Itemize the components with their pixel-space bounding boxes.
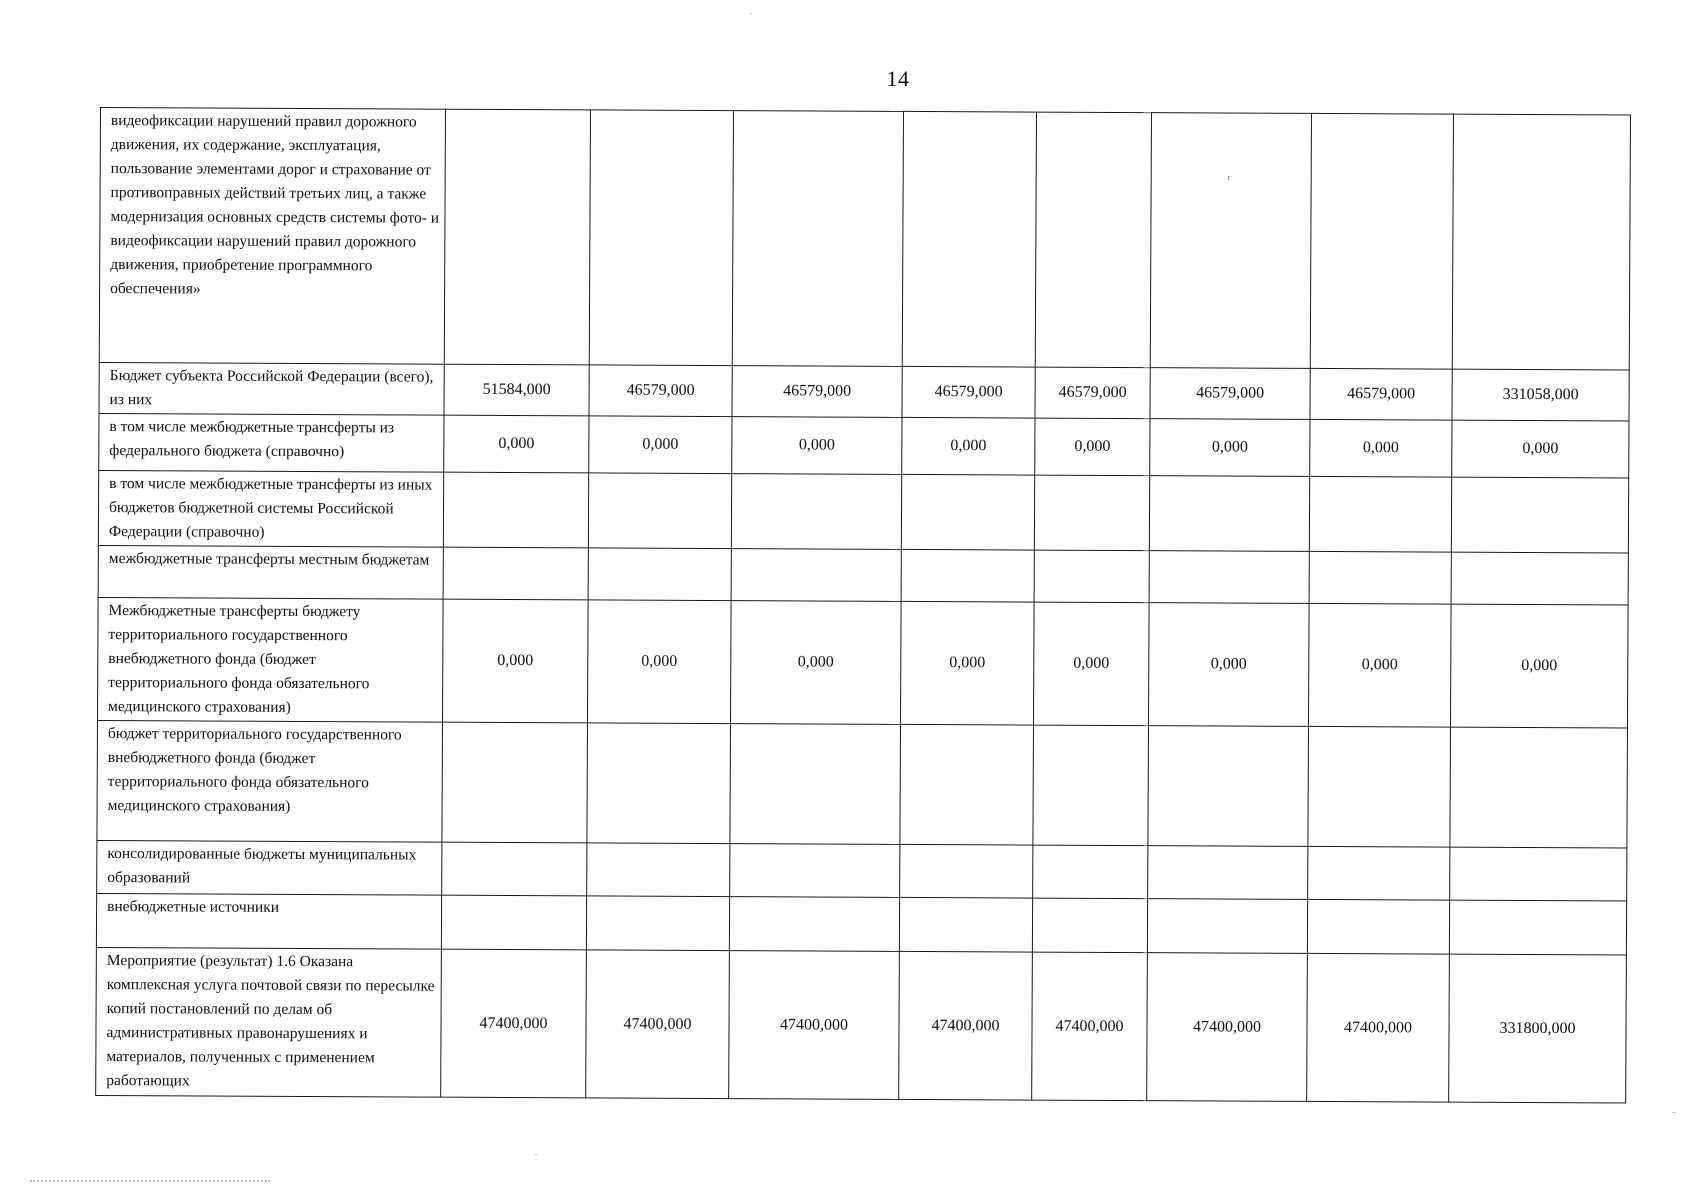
value-cell — [1310, 113, 1453, 369]
value-cell — [902, 111, 1036, 367]
value-cell: 0,000 — [730, 601, 901, 725]
table-row — [98, 470, 1628, 552]
value-cell — [732, 111, 903, 367]
scan-artifact — [535, 1154, 537, 1155]
value-cell: 46579,000 — [1035, 367, 1150, 419]
value-cell — [441, 895, 586, 950]
value-cell: 0,000 — [587, 600, 731, 724]
value-cell — [1449, 900, 1626, 955]
value-cell — [901, 474, 1034, 550]
value-cell — [444, 109, 590, 365]
value-cell — [588, 548, 731, 601]
row-label: в том числе межбюджетные трансферты из федерального бюджета (справочно) — [99, 413, 444, 472]
table-row — [99, 413, 1629, 477]
value-cell — [587, 723, 731, 844]
value-cell: 0,000 — [442, 599, 588, 723]
value-cell — [443, 472, 588, 548]
value-cell — [443, 547, 588, 600]
value-cell: 46579,000 — [1150, 368, 1310, 420]
value-cell: 47400,000 — [441, 949, 587, 1098]
value-cell: 47400,000 — [1147, 953, 1308, 1102]
value-cell: 0,000 — [900, 601, 1034, 725]
row-label: консолидированные бюджеты муниципальных образований — [97, 840, 442, 895]
value-cell — [1147, 899, 1307, 954]
value-cell: 46579,000 — [1310, 368, 1452, 420]
value-cell — [442, 722, 588, 843]
value-cell — [731, 549, 901, 602]
value-cell: 0,000 — [1148, 603, 1309, 727]
table-row — [99, 108, 1630, 370]
value-cell: 47400,000 — [586, 950, 730, 1099]
row-label: внебюджетные источники — [96, 893, 441, 949]
value-cell — [1308, 846, 1450, 900]
value-cell: 47400,000 — [899, 951, 1033, 1100]
value-cell — [901, 549, 1034, 602]
value-cell: 0,000 — [732, 417, 902, 475]
value-cell: 0,000 — [589, 416, 732, 474]
value-cell: 0,000 — [1308, 603, 1451, 727]
value-cell — [1451, 477, 1628, 553]
value-cell: 0,000 — [902, 417, 1035, 475]
value-cell: 46579,000 — [902, 366, 1035, 418]
value-cell — [1032, 898, 1147, 953]
table-row — [96, 893, 1626, 954]
value-cell — [1451, 552, 1628, 605]
table-row — [97, 840, 1627, 900]
value-cell — [899, 897, 1032, 952]
value-cell — [1149, 551, 1309, 604]
value-cell: 46579,000 — [732, 366, 902, 418]
value-cell — [586, 896, 729, 951]
row-label: Мероприятие (результат) 1.6 Оказана комплексная услуга почтовой связи по пересылке копий постановлений по делам об административных правонарушениях и материалов, полученных с применением работающих — [96, 947, 442, 1097]
value-cell: 0,000 — [1450, 604, 1628, 728]
table-row — [97, 720, 1628, 847]
value-cell — [1034, 475, 1149, 551]
table-row — [99, 362, 1629, 420]
scan-artifact — [1672, 1112, 1676, 1113]
value-cell — [587, 843, 730, 897]
value-cell — [1309, 476, 1451, 552]
value-cell: 0,000 — [444, 415, 589, 473]
row-label: Межбюджетные трансферты бюджету территориального государственного внебюджетного фонда (бюджет территориального фонда обязательного медицинского страхования) — [98, 597, 444, 722]
value-cell — [900, 724, 1034, 845]
value-cell — [1034, 550, 1149, 603]
value-cell: 0,000 — [1310, 419, 1452, 477]
row-label: бюджет территориального государственного внебюджетного фонда (бюджет территориального фонда обязательного медицинского страхования) — [97, 720, 443, 842]
value-cell — [730, 844, 900, 898]
value-cell — [1307, 899, 1449, 954]
value-cell — [1450, 847, 1627, 901]
row-label: в том числе межбюджетные трансферты из иных бюджетов бюджетной системы Российской Федерации (справочно) — [98, 470, 443, 547]
value-cell — [1033, 845, 1148, 899]
value-cell: 0,000 — [1150, 419, 1310, 477]
value-cell — [731, 474, 901, 550]
value-cell — [1035, 112, 1151, 368]
table-row — [98, 545, 1628, 604]
value-cell: 47400,000 — [729, 951, 900, 1100]
value-cell — [1033, 725, 1149, 846]
value-cell — [1450, 727, 1628, 848]
value-cell — [1150, 113, 1311, 369]
value-cell: 51584,000 — [444, 364, 589, 416]
value-cell: 331800,000 — [1449, 954, 1627, 1103]
table-body — [96, 108, 1631, 1103]
value-cell — [900, 844, 1033, 898]
value-cell — [729, 897, 899, 952]
scan-artifact — [30, 1180, 270, 1184]
value-cell — [442, 842, 587, 896]
value-cell: 0,000 — [1452, 420, 1629, 478]
page-number: 14 — [886, 66, 910, 91]
row-label: видеофиксации нарушений правил дорожного движения, их содержание, эксплуатация, пользование элементами дорог и страхование от противоправных действий третьих лиц, а также модернизация основных средств системы фото- и видеофиксации нарушений правил дорожного движения, приобретение программного обеспечения» — [99, 108, 445, 365]
row-label: Бюджет субъекта Российской Федерации (всего), из них — [99, 362, 444, 415]
value-cell — [1452, 114, 1630, 370]
value-cell — [588, 473, 731, 549]
value-cell — [1309, 551, 1451, 604]
budget-table — [95, 107, 1631, 1103]
table-row — [98, 597, 1629, 727]
value-cell — [1148, 726, 1309, 847]
value-cell: 0,000 — [1035, 418, 1150, 476]
scan-artifact — [750, 13, 752, 14]
value-cell: 46579,000 — [589, 365, 732, 417]
value-cell: 0,000 — [1033, 602, 1149, 726]
table-row — [96, 947, 1627, 1102]
value-cell: 47400,000 — [1307, 953, 1450, 1102]
value-cell: 47400,000 — [1032, 952, 1148, 1101]
value-cell — [1148, 846, 1308, 900]
value-cell — [1308, 726, 1451, 847]
scan-artifact: ⸢ — [1227, 174, 1232, 188]
value-cell — [589, 110, 733, 366]
value-cell: 331058,000 — [1452, 369, 1629, 421]
row-label: межбюджетные трансферты местным бюджетам — [98, 545, 443, 599]
value-cell — [730, 724, 901, 845]
value-cell — [1149, 476, 1309, 552]
